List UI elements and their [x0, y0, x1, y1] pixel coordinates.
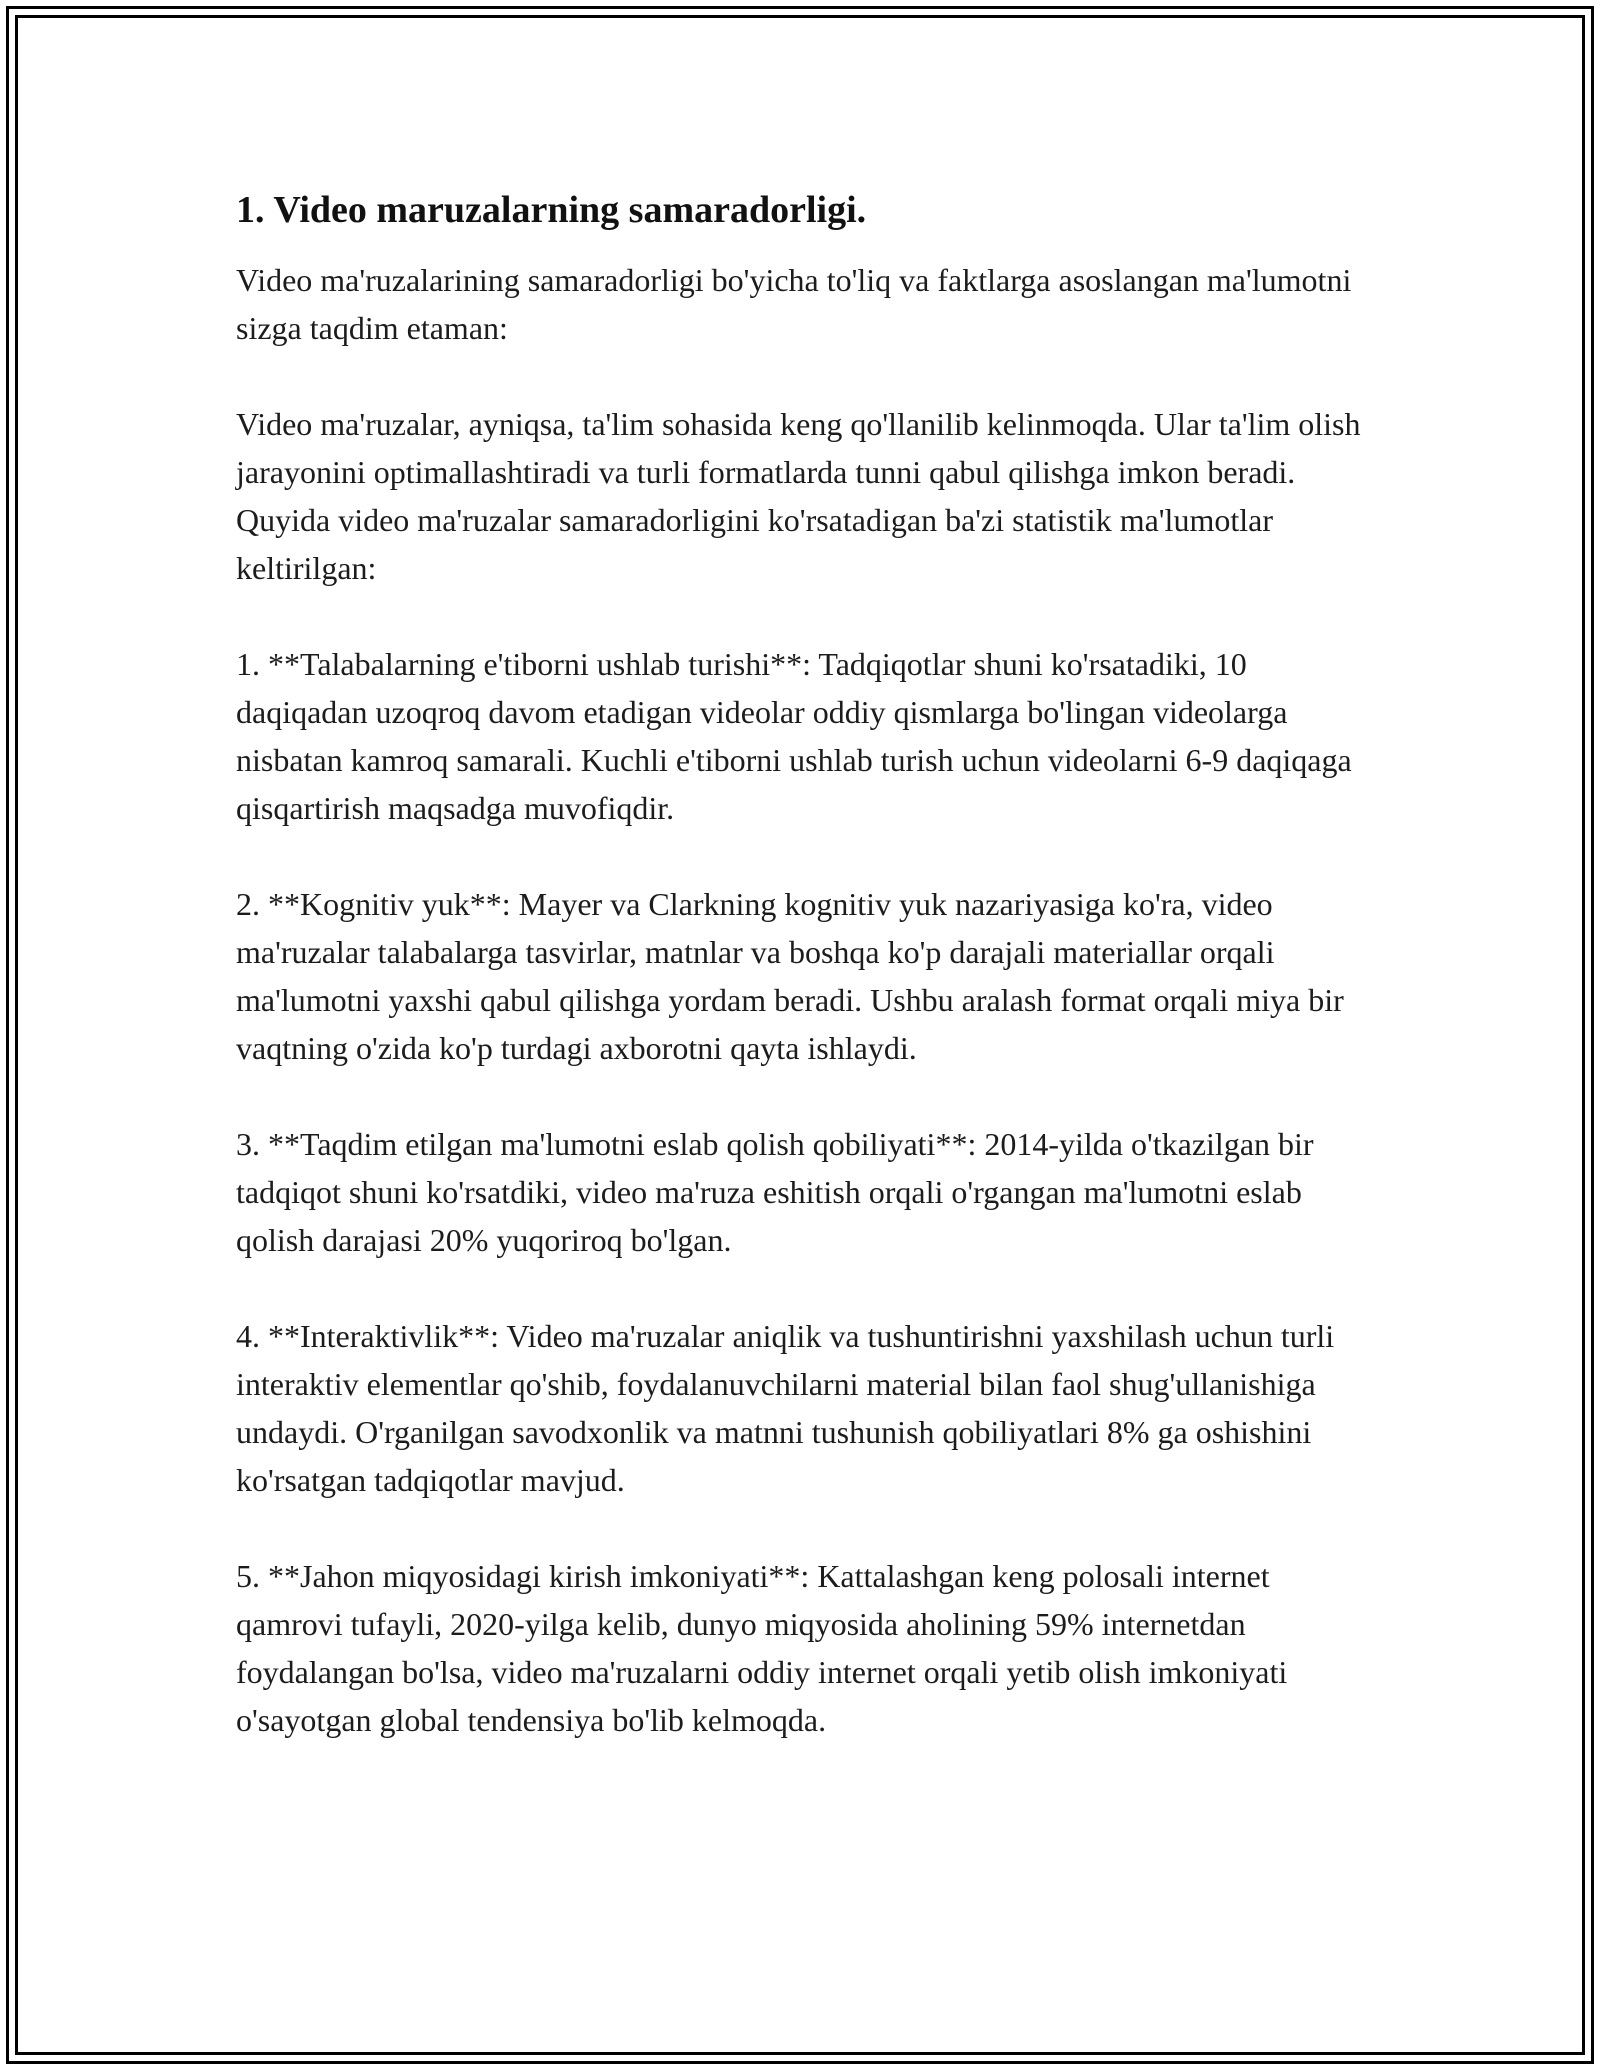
- point-3-paragraph: 3. **Taqdim etilgan ma'lumotni eslab qolish qobiliyati**: 2014-yilda o'tkazilgan bir tadqiqot shuni ko'rsatdiki, video ma'ruza eshitish orqali o'rgangan ma'lumotni eslab qolish darajasi 20% yuqoriroq bo'lgan.: [236, 1126, 1314, 1258]
- intro-paragraph: Video ma'ruzalarining samaradorligi bo'yicha to'liq va faktlarga asoslangan ma'lumotni sizga taqdim etaman:: [236, 262, 1352, 346]
- point-5-paragraph: 5. **Jahon miqyosidagi kirish imkoniyati**: Kattalashgan keng polosali internet qamrovi tufayli, 2020-yilga kelib, dunyo miqyosida aholining 59% internetdan foydalangan bo'lsa, video ma'ruzalarni oddiy internet orqali yetib olish imkoniyati o'sayotgan global tendensiya bo'lib kelmoqda.: [236, 1558, 1288, 1738]
- context-paragraph: Video ma'ruzalar, ayniqsa, ta'lim sohasida keng qo'llanilib kelinmoqda. Ular ta'lim olish jarayonini optimallashtiradi va turli formatlarda tunni qabul qilishga imkon beradi. Quyida video ma'ruzalar samaradorligini ko'rsatadigan ba'zi statistik ma'lumotlar keltirilgan:: [236, 406, 1361, 586]
- point-4-paragraph: 4. **Interaktivlik**: Video ma'ruzalar aniqlik va tushuntirishni yaxshilash uchun turli interaktiv elementlar qo'shib, foydalanuvchilarni material bilan faol shug'ullanishiga undaydi. O'rganilgan savodxonlik va matnni tushunish qobiliyatlari 8% ga oshishini ko'rsatgan tadqiqotlar mavjud.: [236, 1318, 1335, 1498]
- point-2-paragraph: 2. **Kognitiv yuk**: Mayer va Clarkning kognitiv yuk nazariyasiga ko'ra, video ma'ruzalar talabalarga tasvirlar, matnlar va boshqa ko'p darajali materiallar orqali ma'lumotni yaxshi qabul qilishga yordam beradi. Ushbu aralash format orqali miya bir vaqtning o'zida ko'p turdagi axborotni qayta ishlaydi.: [236, 886, 1344, 1066]
- point-1-paragraph: 1. **Talabalarning e'tiborni ushlab turishi**: Tadqiqotlar shuni ko'rsatadiki, 10 daqiqadan uzoqroq davom etadigan videolar oddiy qismlarga bo'lingan videolarga nisbatan kamroq samarali. Kuchli e'tiborni ushlab turish uchun videolarni 6-9 daqiqaga qisqartirish maqsadga muvofiqdir.: [236, 646, 1352, 826]
- document-body: [236, 186, 1376, 1792]
- document-title: 1. Video maruzalarning samaradorligi.: [236, 189, 867, 231]
